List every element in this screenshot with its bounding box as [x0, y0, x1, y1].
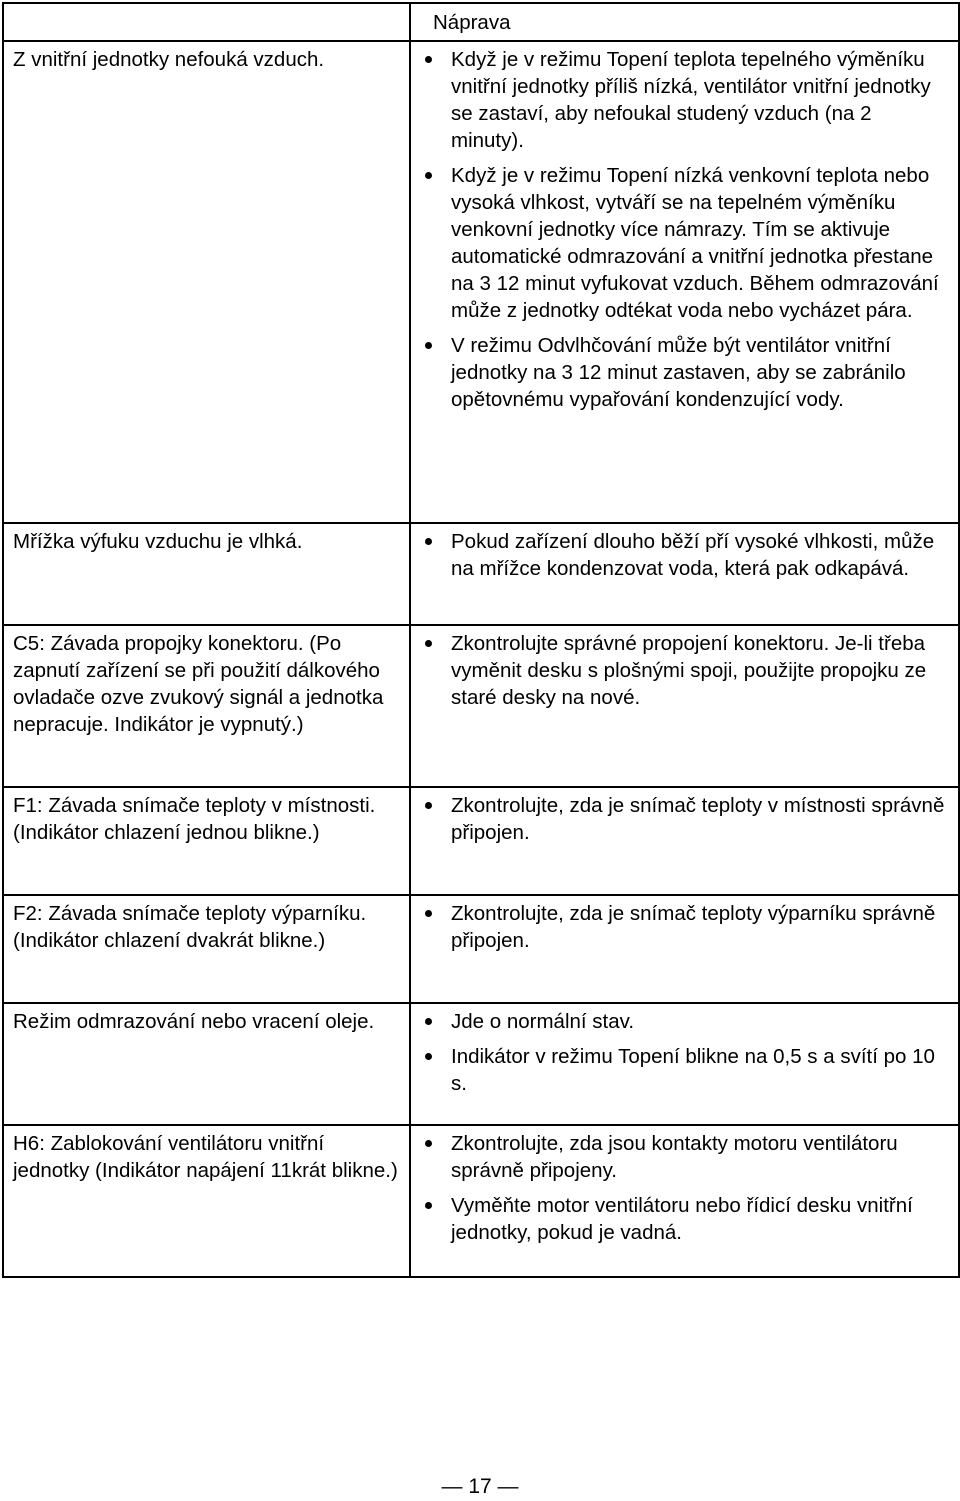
problem-cell	[3, 1003, 410, 1125]
fix-cell	[410, 625, 959, 787]
fix-text: Zkontrolujte, zda je snímač teploty výparníku správně připojen.	[451, 902, 936, 952]
fix-item	[425, 528, 946, 582]
fix-item	[425, 332, 946, 413]
bullet-icon	[425, 1202, 432, 1209]
problem-text: Mřížka výfuku vzduchu je vlhká.	[13, 530, 303, 553]
fix-list	[425, 630, 946, 711]
fix-text: Zkontrolujte, zda je snímač teploty v místnosti správně připojen.	[451, 794, 945, 844]
problem-cell	[3, 895, 410, 1003]
fix-item	[425, 1130, 946, 1184]
bullet-icon	[425, 802, 432, 809]
fix-item	[425, 1192, 946, 1246]
problem-text: H6: Zablokování ventilátoru vnitřní jednotky (Indikátor napájení 11krát blikne.)	[13, 1132, 398, 1182]
bullet-icon	[425, 56, 432, 63]
fix-list	[425, 792, 946, 846]
bullet-icon	[425, 910, 432, 917]
fix-cell	[410, 41, 959, 523]
troubleshooting-table	[2, 2, 960, 1278]
fix-text: Pokud zařízení dlouho běží pří vysoké vlhkosti, může na mřížce kondenzovat voda, která pak odkapává.	[451, 530, 935, 580]
table-row	[3, 787, 959, 895]
bullet-icon	[425, 640, 432, 647]
fix-text: Když je v režimu Topení nízká venkovní teplota nebo vysoká vlhkost, vytváří se na tepelném výměníku venkovní jednotky více námrazy. Tím se aktivuje automatické odmrazování a vnitřní jednotka přestane na 3 12 minut vyfukovat vzduch. Během odmrazování může z jednotky odtékat voda nebo vycházet pára.	[451, 164, 939, 322]
problem-cell	[3, 787, 410, 895]
problem-text: F2: Závada snímače teploty výparníku. (Indikátor chlazení dvakrát blikne.)	[13, 902, 367, 952]
fix-item	[425, 792, 946, 846]
problem-text: Režim odmrazování nebo vracení oleje.	[13, 1010, 375, 1033]
problem-text: C5: Závada propojky konektoru. (Po zapnutí zařízení se při použití dálkového ovladače ozve zvukový signál a jednotka nepracuje. Indikátor je vypnutý.)	[13, 632, 384, 736]
problem-cell	[3, 1125, 410, 1277]
fix-cell	[410, 895, 959, 1003]
bullet-icon	[425, 1053, 432, 1060]
fix-text: Zkontrolujte správné propojení konektoru. Je-li třeba vyměnit desku s plošnými spoji, použijte propojku ze staré desky na nové.	[451, 632, 927, 709]
fix-list	[425, 900, 946, 954]
table-row	[3, 523, 959, 625]
fix-text: V režimu Odvlhčování může být ventilátor vnitřní jednotky na 3 12 minut zastaven, aby se zabránilo opětovnému vypařování kondenzující vody.	[451, 334, 906, 411]
fix-item	[425, 1043, 946, 1097]
page-number: — 17 —	[441, 1475, 519, 1498]
problem-cell	[3, 41, 410, 523]
fix-item	[425, 630, 946, 711]
bullet-icon	[425, 1140, 432, 1147]
table-row	[3, 625, 959, 787]
fix-item	[425, 162, 946, 324]
header-problem	[3, 3, 410, 41]
fix-cell	[410, 787, 959, 895]
fix-text: Zkontrolujte, zda jsou kontakty motoru ventilátoru správně připojeny.	[451, 1132, 898, 1182]
table-row	[3, 41, 959, 523]
fix-cell	[410, 1125, 959, 1277]
fix-list	[425, 1130, 946, 1246]
fix-text: Jde o normální stav.	[451, 1010, 635, 1033]
table-row	[3, 1003, 959, 1125]
problem-text: F1: Závada snímače teploty v místnosti. (Indikátor chlazení jednou blikne.)	[13, 794, 376, 844]
table-row	[3, 895, 959, 1003]
fix-text: Vyměňte motor ventilátoru nebo řídicí desku vnitřní jednotky, pokud je vadná.	[451, 1194, 913, 1244]
fix-list	[425, 1008, 946, 1097]
fix-list	[425, 46, 946, 413]
bullet-icon	[425, 1018, 432, 1025]
bullet-icon	[425, 538, 432, 545]
fix-text: Když je v režimu Topení teplota tepelného výměníku vnitřní jednotky příliš nízká, ventilátor vnitřní jednotky se zastaví, aby nefoukal studený vzduch (na 2 minuty).	[451, 48, 931, 152]
problem-cell	[3, 625, 410, 787]
table-body	[3, 41, 959, 1277]
table-header-row	[3, 3, 959, 41]
fix-cell	[410, 523, 959, 625]
fix-item	[425, 1008, 946, 1035]
table-row	[3, 1125, 959, 1277]
header-fix: Náprava	[410, 3, 959, 41]
fix-item	[425, 900, 946, 954]
fix-item	[425, 46, 946, 154]
fix-text: Indikátor v režimu Topení blikne na 0,5 s a svítí po 10 s.	[451, 1045, 935, 1095]
fix-cell	[410, 1003, 959, 1125]
fix-list	[425, 528, 946, 582]
problem-cell	[3, 523, 410, 625]
bullet-icon	[425, 172, 432, 179]
problem-text: Z vnitřní jednotky nefouká vzduch.	[13, 48, 325, 71]
bullet-icon	[425, 342, 432, 349]
